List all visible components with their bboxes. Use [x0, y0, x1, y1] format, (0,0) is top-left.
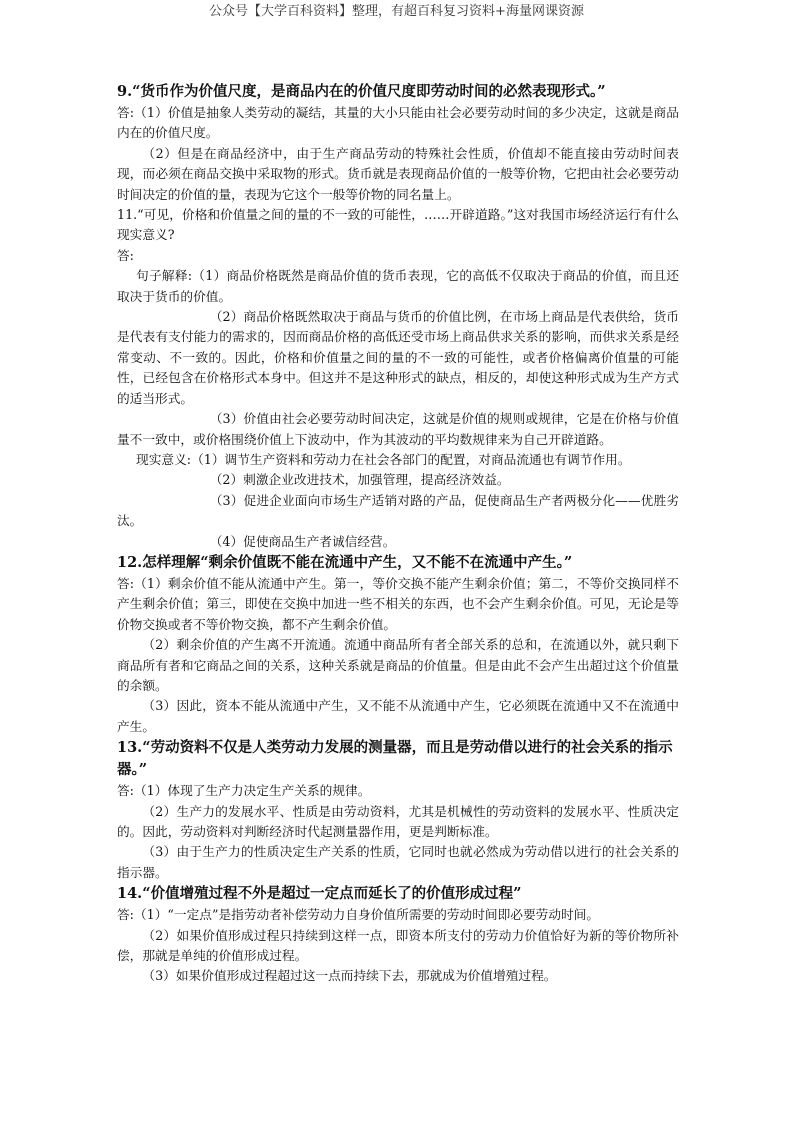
q11-explanation-1: 句子解释:（1）商品价格既然是商品价值的货币表现，它的高低不仅取决于商品的价值，而且还取决于货币的价值。: [117, 268, 679, 304]
q9-answer-2: （2）但是在商品经济中，由于生产商品劳动的特殊社会性质，价值却不能直接由劳动时间表现，而必须在商品交换中采取物的形式。货币就是表现商品价值的一般等价物，它把由社会必要劳动时间决定的价值的量，表现为它这个一般等价物的同名量上。: [117, 145, 679, 202]
q11-answer-label: 答:: [117, 247, 134, 263]
question-11-heading: 11.“可见，价格和价值量之间的量的不一致的可能性，……开辟道路。”这对我国市场经济运行有什么现实意义?: [117, 207, 679, 243]
q14-answer-3: （3）如果价值形成过程超过这一点而持续下去，那就成为价值增殖过程。: [142, 968, 557, 984]
q14-answer-1: 答:（1）“一定点”是指劳动者补偿劳动力自身价值所需要的劳动时间即必要劳动时间。: [117, 907, 600, 923]
q9-answer-1: 答:（1）价值是抽象人类劳动的凝结，其量的大小只能由社会必要劳动时间的多少决定，这就是商品内在的价值尺度。: [117, 105, 679, 141]
q11-explanation-3: （3）价值由社会必要劳动时间决定，这就是价值的规则或规律，它是在价格与价值量不一致中，或价格围绕价值上下波动中，作为其波动的平均数规律来为自己开辟道路。: [117, 411, 679, 447]
question-12-heading: 12.怎样理解“剩余价值既不能在流通中产生，又不能不在流通中产生。”: [117, 553, 573, 571]
q13-answer-2: （2）生产力的发展水平、性质是由劳动资料，尤其是机械性的劳动资料的发展水平、性质决定的。因此，劳动资料对判断经济时代起测量器作用，更是判断标准。: [117, 803, 679, 839]
question-13-heading: 13.“劳动资料不仅是人类劳动力发展的测量器，而且是劳动借以进行的社会关系的指示器。”: [117, 739, 673, 779]
document-body: [117, 81, 679, 987]
q12-answer-3: （3）因此，资本不能从流通中产生，又不能不从流通中产生，它必须既在流通中又不在流通中产生。: [117, 698, 679, 734]
q13-answer-3: （3）由于生产力的性质决定生产关系的性质，它同时也就必然成为劳动借以进行的社会关系的指示器。: [117, 844, 679, 880]
q11-significance-4: （4）促使商品生产者诚信经营。: [209, 533, 396, 549]
question-9-heading: 9.“货币作为价值尺度，是商品内在的价值尺度即劳动时间的必然表现形式。”: [117, 83, 606, 100]
q13-answer-1: 答:（1）体现了生产力决定生产关系的规律。: [117, 783, 371, 799]
q12-answer-2: （2）剩余价值的产生离不开流通。流通中商品所有者全部关系的总和，在流通以外，就只剩下商品所有者和它商品之间的关系，这种关系就是商品的价值量。但是由此不会产生出超过这个价值量的余额。: [117, 637, 679, 693]
q11-significance-1: 现实意义:（1）调节生产资料和劳动力在社会各部门的配置，对商品流通也有调节作用。: [136, 451, 631, 467]
q11-significance-3: （3）促进企业面向市场生产适销对路的产品，促使商品生产者两极分化——优胜劣汰。: [117, 492, 679, 529]
q11-explanation-2: （2）商品价格既然取决于商品与货币的价值比例，在市场上商品是代表供给，货币是代表有支付能力的需求的，因而商品价格的高低还受市场上商品供求关系的影响，而供求关系是经常变动、不一致的。因此，价格和价值量之间的量的不一致的可能性，或者价格偏离价值量的可能性，已经包含在价格形式本身中。但这并不是这种形式的缺点，相反的，却使这种形式成为生产方式的适当形式。: [117, 309, 679, 406]
q12-answer-1: 答:（1）剩余价值不能从流通中产生。第一，等价交换不能产生剩余价值；第二，不等价交换同样不产生剩余价值；第三，即使在交换中加进一些不相关的东西，也不会产生剩余价值。可见，无论是等价物交换或者不等价物交换，都不产生剩余价值。: [117, 575, 679, 632]
q14-answer-2: （2）如果价值形成过程只持续到这样一点，即资本所支付的劳动力价值恰好为新的等价物所补偿，那就是单纯的价值形成过程。: [117, 927, 679, 964]
question-14-heading: 14.“价值增殖过程不外是超过一定点而延长了的价值形成过程”: [117, 885, 522, 903]
q11-significance-2: （2）刺激企业改进技术，加强管理，提高经济效益。: [209, 472, 510, 488]
page-header: 公众号【大学百科资料】整理，有超百科复习资料+海量网课资源: [209, 4, 584, 19]
